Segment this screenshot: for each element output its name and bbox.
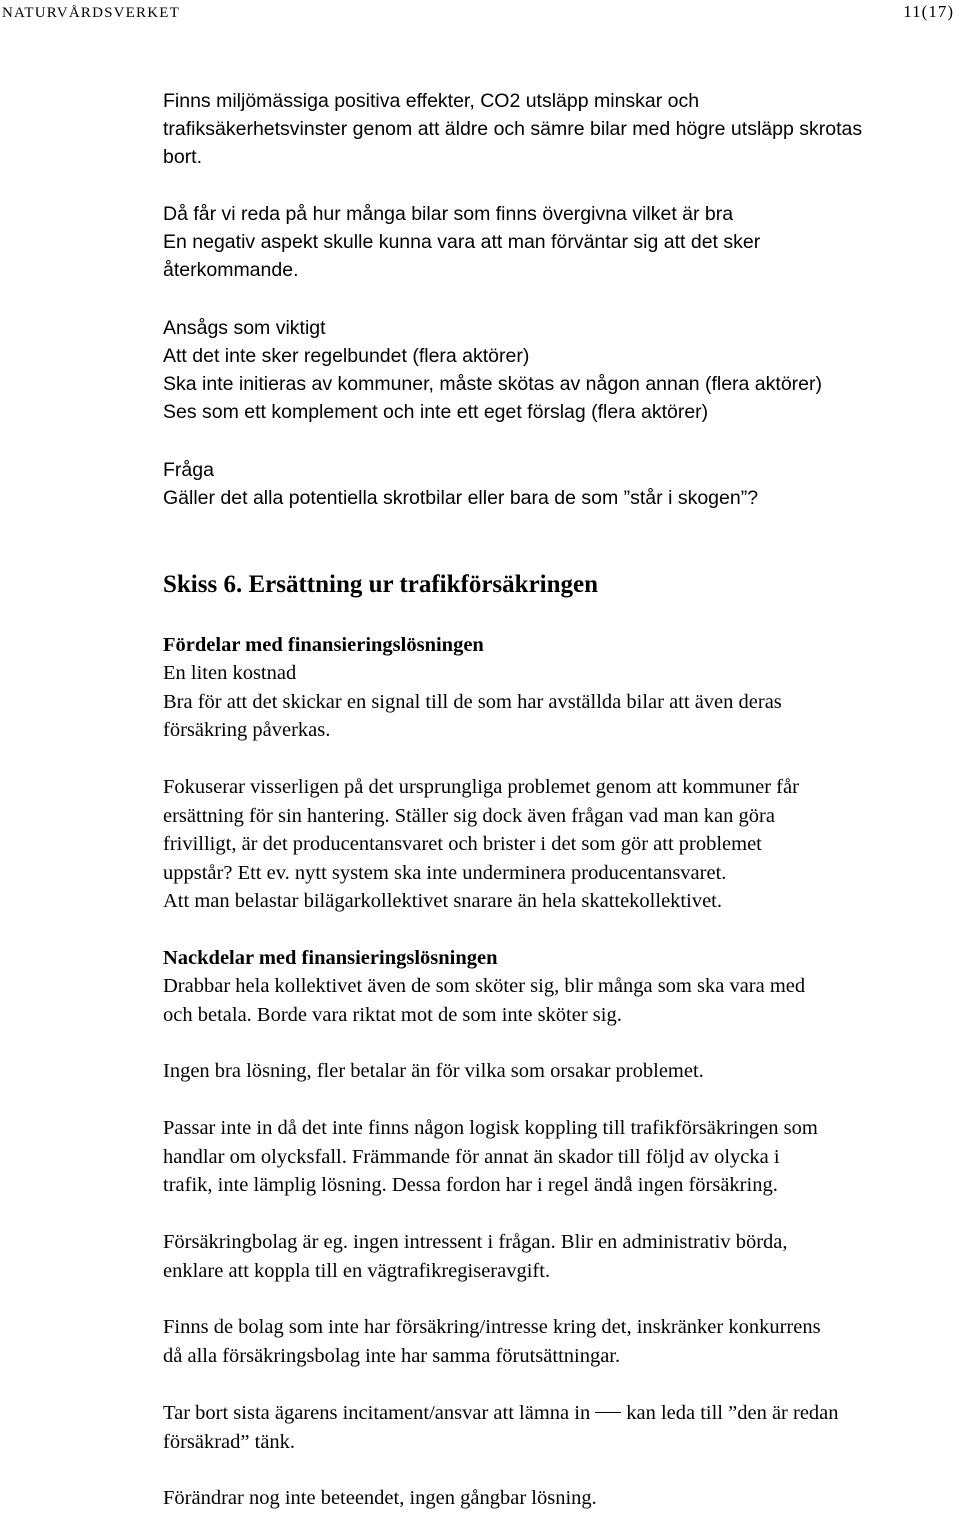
text-line: Finns miljömässiga positiva effekter, CO2 utsläpp minskar och [163,90,700,112]
paragraph-no-good-solution [163,1057,704,1086]
text-line: då alla försäkringsbolag inte har samma förutsättningar. [163,1344,621,1367]
text-line: Att det inte sker regelbundet (flera aktörer) [163,345,530,367]
text-line: försäkrad” tänk. [163,1430,296,1453]
dash-divider [595,1412,621,1413]
paragraph-does-not-fit [163,1114,818,1200]
paragraph-insurance-companies [163,1228,788,1285]
text-line: Gäller det alla potentiella skrotbilar eller bara de som ”står i skogen”? [163,487,759,509]
paragraph-competition [163,1313,821,1370]
text-line: handlar om olycksfall. Främmande för annat än skador till följd av olycka i [163,1145,780,1168]
text-line: bort. [163,146,203,168]
text-line: försäkring påverkas. [163,719,331,741]
text-line: Fokuserar visserligen på det ursprungliga problemet genom att kommuner får [163,776,799,798]
text-line: En liten kostnad [163,662,297,684]
paragraph-focus [163,773,799,916]
paragraph-abandoned-cars [163,200,760,284]
advantages-heading: Fördelar med finansieringslösningen [163,634,484,656]
text-line: uppstår? Ett ev. nytt system ska inte underminera producentansvaret. [163,861,727,884]
text-line: Bra för att det skickar en signal till de som har avställda bilar att även deras [163,690,782,713]
text-line: Försäkringbolag är eg. ingen intressent i frågan. Blir en administrativ börda, [163,1231,788,1253]
text-line: Fråga [163,459,214,481]
header-page-number: 11(17) [903,2,954,21]
text-line [163,1399,839,1428]
text-line: Då får vi reda på hur många bilar som finns övergivna vilket är bra [163,203,734,225]
paragraph-question [163,456,758,512]
text-line: ersättning för sin hantering. Ställer sig dock även frågan vad man kan göra [163,804,775,827]
disadvantages-block [163,944,805,1029]
paragraph-effects [163,87,862,171]
header-organization: NATURVÅRDSVERKET [2,5,181,21]
text-line: Förändrar nog inte beteendet, ingen gångbar lösning. [163,1487,597,1509]
text-segment: kan leda till ”den är redan [626,1402,839,1424]
paragraph-removes-incentive [163,1399,839,1456]
text-line: Passar inte in då det inte finns någon logisk koppling till trafikförsäkringen som [163,1117,818,1139]
text-line: Ska inte initieras av kommuner, måste skötas av någon annan (flera aktörer) [163,373,822,395]
text-segment: Tar bort sista ägarens incitament/ansvar att lämna in [163,1402,591,1424]
text-line: Att man belastar bilägarkollektivet snarare än hela skattekollektivet. [163,890,722,912]
text-line: Finns de bolag som inte har försäkring/intresse kring det, inskränker konkurrens [163,1316,821,1338]
section-title: Skiss 6. Ersättning ur trafikförsäkringen [163,571,599,598]
text-line: En negativ aspekt skulle kunna vara att man förväntar sig att det sker [163,231,761,253]
text-line: Ingen bra lösning, fler betalar än för vilka som orsakar problemet. [163,1060,704,1082]
text-line: trafiksäkerhetsvinster genom att äldre och sämre bilar med högre utsläpp skrotas [163,118,863,140]
text-line: Ses som ett komplement och inte ett eget förslag (flera aktörer) [163,401,709,423]
paragraph-behaviour [163,1484,597,1513]
text-line: återkommande. [163,259,299,281]
text-line: frivilligt, är det producentansvaret och brister i det som gör att problemet [163,833,762,855]
text-line: trafik, inte lämplig lösning. Dessa fordon har i regel ändå ingen försäkring. [163,1174,778,1196]
text-line: och betala. Borde vara riktat mot de som inte sköter sig. [163,1003,622,1026]
advantages-block [163,631,782,745]
text-line: Ansågs som viktigt [163,317,326,339]
disadvantages-heading: Nackdelar med finansieringslösningen [163,947,498,969]
text-line: enklare att koppla till en vägtrafikregiseravgift. [163,1259,551,1282]
text-line: Drabbar hela kollektivet även de som sköter sig, blir många som ska vara med [163,975,806,997]
paragraph-considered-important [163,314,822,426]
